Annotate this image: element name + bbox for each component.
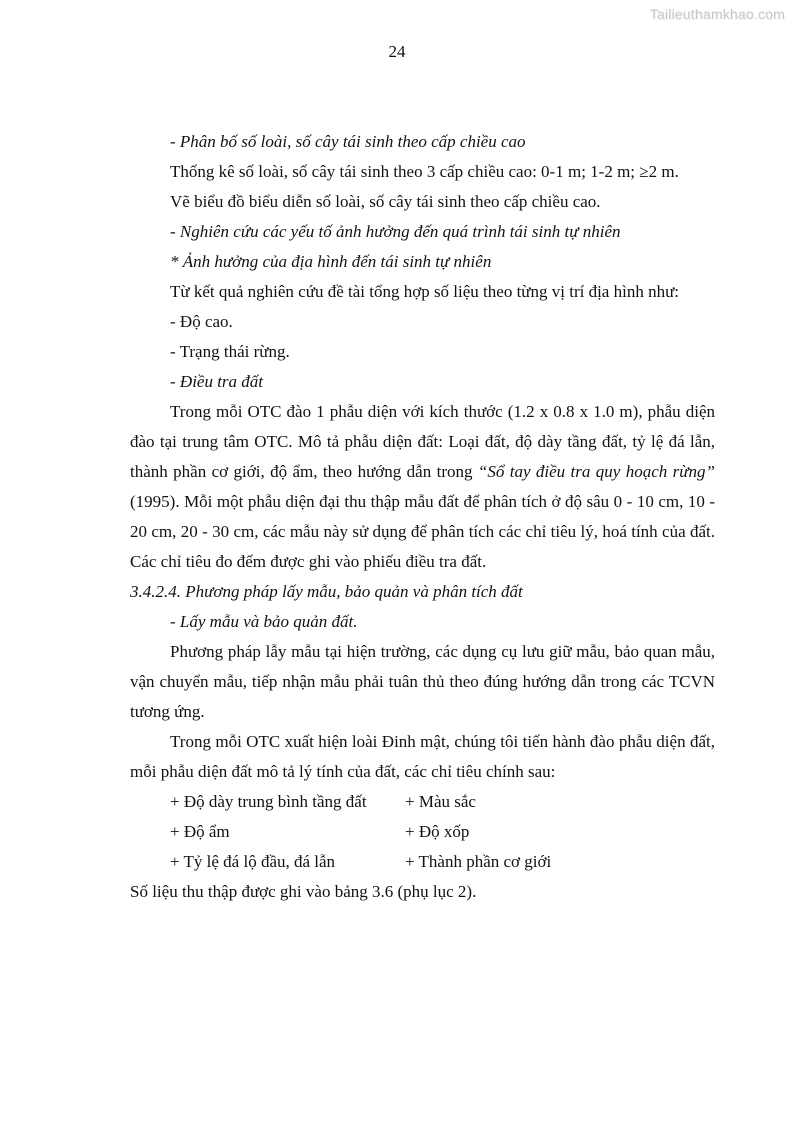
paragraph-otc-run1: Trong mỗi OTC đào 1 phẫu diện với kích thước (1.2 x 0.8 x 1.0 m), phẫu diện đào tại trung tâm OTC. Mô tả phẫu diện đất: Loại đất, độ dày tầng đất, tỷ lệ đá lẫn, thành phần cơ giới, độ ẩm, theo hướng dẫn trong <box>130 402 715 481</box>
paragraph-dinh-mat: Trong mỗi OTC xuất hiện loài Đinh mật, chúng tôi tiến hành đào phẫu diện đất, mỗi phẫu diện đất mô tả lý tính của đất, các chỉ tiêu chính sau: <box>130 732 715 781</box>
text-line-so-lieu: Số liệu thu thập được ghi vào bảng 3.6 (phụ lục 2). <box>130 882 477 901</box>
paragraph-phuong-phap-lay-mau: Phương pháp lẫy mẫu tại hiện trường, các dụng cụ lưu giữ mẫu, bảo quan mẫu, vận chuyển mẫu, tiếp nhận mẫu phải tuân thủ theo đúng hướng dẫn trong các TCVN tương ứng. <box>130 642 715 721</box>
criteria-item-mau-sac: + Màu sắc <box>405 792 476 811</box>
bullet-line-dieu-tra-dat: - Điều tra đất <box>170 372 264 391</box>
section-heading-3-4-2-4: 3.4.2.4. Phương pháp lấy mẫu, bảo quản và phân tích đất <box>130 582 523 601</box>
paragraph-otc-run3: (1995). Mỗi một phẫu diện đại thu thập mẫu đất để phân tích ở độ sâu 0 - 10 cm, 10 - 20 cm, 20 - 30 cm, các mẫu này sử dụng để phân tích các chỉ tiêu lý, hoá tính của đất. Các chỉ tiêu đo đếm được ghi vào phiếu điều tra đất. <box>130 492 715 571</box>
criteria-row <box>130 787 715 817</box>
criteria-item-do-am: + Độ ẩm <box>170 822 230 841</box>
paragraph-otc-phau-dien <box>130 397 715 577</box>
criteria-row <box>130 847 715 877</box>
criteria-item-ty-le-da: + Tỷ lệ đá lộ đầu, đá lẫn <box>170 852 336 871</box>
bullet-line-phan-bo: - Phân bố số loài, số cây tái sinh theo cấp chiều cao <box>170 132 526 151</box>
text-line-thong-ke: Thống kê số loài, số cây tái sinh theo 3 cấp chiều cao: 0-1 m; 1-2 m; ≥2 m. <box>170 162 679 181</box>
paragraph-otc-book-title: “Sổ tay điều tra quy hoạch rừng” <box>477 462 715 481</box>
bullet-line-trang-thai-rung: - Trạng thái rừng. <box>170 342 290 361</box>
page-number: 24 <box>388 42 406 61</box>
bullet-line-lay-mau: - Lấy mẫu và bảo quản đất. <box>170 612 358 631</box>
criteria-item-do-day: + Độ dày trung bình tầng đất <box>170 792 367 811</box>
bullet-line-anh-huong: * Ảnh hưởng của địa hình đến tái sinh tự nhiên <box>170 252 492 271</box>
site-watermark: Tailieuthamkhao.com <box>649 6 785 22</box>
criteria-item-thanh-phan-co-gioi: + Thành phần cơ giới <box>405 852 552 871</box>
criteria-row <box>130 817 715 847</box>
bullet-line-do-cao: - Độ cao. <box>170 312 233 331</box>
criteria-item-do-xop: + Độ xốp <box>405 822 470 841</box>
document-body <box>130 127 715 907</box>
text-line-ve-bieu-do: Vẽ biểu đồ biểu diễn số loài, số cây tái sinh theo cấp chiều cao. <box>170 192 601 211</box>
text-line-tu-ket-qua: Từ kết quả nghiên cứu đề tài tổng hợp số liệu theo từng vị trí địa hình như: <box>170 282 680 301</box>
bullet-line-nghien-cuu: - Nghiên cứu các yếu tố ảnh hưởng đến quá trình tái sinh tự nhiên <box>170 222 621 241</box>
